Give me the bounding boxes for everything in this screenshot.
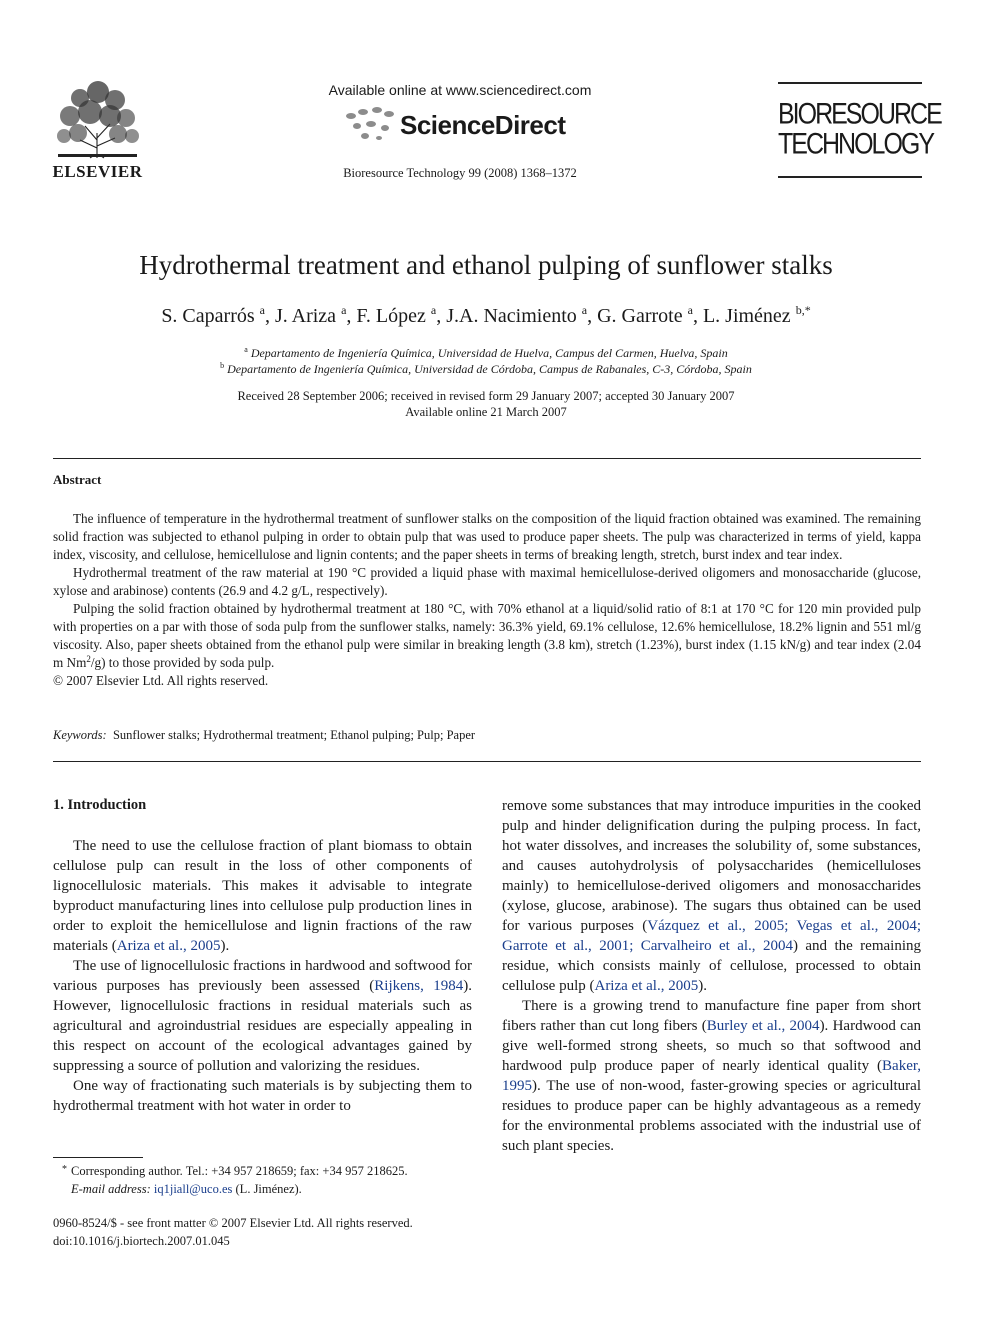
body-text: The use of lignocellulosic fractions in hardwood and softwood for various purposes has previously been assessed ( — [53, 958, 472, 994]
elsevier-wordmark: ELSEVIER — [52, 162, 143, 181]
body-text: ). — [220, 938, 230, 954]
right-column — [502, 796, 921, 1156]
journal-logo-bottom-rule — [778, 176, 922, 178]
journal-reference: Bioresource Technology 99 (2008) 1368–1372 — [343, 166, 577, 180]
author-affil-marker: a — [430, 303, 437, 317]
author-name: G. Garrote — [597, 305, 683, 327]
sciencedirect-wordmark: ScienceDirect — [400, 110, 566, 140]
body-paragraph — [502, 996, 921, 1156]
journal-logo-line2: TECHNOLOGY — [778, 127, 934, 161]
body-text: The need to use the cellulose fraction of plant biomass to obtain cellulose pulp can result in the loss of other components of lignocellulosic materials. This makes it advisable to integrate byproduct manufacturing lines into cellulose pulp production lines in order to exploit the hemicellulose and lignin fractions of the raw materials ( — [53, 838, 472, 954]
copyright-line: © 2007 Elsevier Ltd. All rights reserved. — [53, 673, 269, 688]
abstract-paragraph: Hydrothermal treatment of the raw material at 190 °C provided a liquid phase with maximal hemicellulose-derived oligomers and monosaccharide (glucose, xylose and arabinose) contents (26.9 and 4.2 g/L, respectively). — [53, 565, 921, 598]
author-name: L. Jiménez — [702, 305, 791, 327]
article-title: Hydrothermal treatment and ethanol pulping of sunflower stalks — [139, 250, 833, 280]
body-text: remove some substances that may introduce impurities in the cooked pulp and hinder delignification during the pulping process. In fact, hot water dissolves, and increases the solubility of, some substances, and causes autohydrolysis of polysaccharides (hemicelluloses mainly) to hemicellulose-derived oligomers and monosaccharides (xylose, glucose, arabinose). The sugars thus obtained can be used for various purposes ( — [502, 798, 921, 934]
citation-link[interactable]: Rijkens, 1984 — [374, 978, 464, 994]
footnote-star: * — [62, 1164, 67, 1175]
author-name: F. López — [356, 305, 426, 327]
affiliation-text: Departamento de Ingeniería Química, Universidad de Huelva, Campus del Carmen, Huelva, Spain — [250, 346, 728, 360]
available-online-text: Available online at www.sciencedirect.com — [328, 82, 592, 98]
section-heading: 1. Introduction — [53, 797, 147, 813]
body-text: ) and the remaining residue, which consists mainly of cellulose, processed to obtain cellulose pulp ( — [502, 938, 921, 994]
citation-link[interactable]: Baker, 1995 — [502, 1058, 921, 1094]
author-affil-marker: a — [581, 303, 588, 317]
email-suffix: (L. Jiménez). — [235, 1182, 302, 1196]
footnote-text: Corresponding author. Tel.: +34 957 218659; fax: +34 957 218625. — [71, 1164, 408, 1178]
citation-link[interactable]: Vázquez et al., 2005; Vegas et al., 2004; Garrote et al., 2001; Carvalheiro et al., 2004 — [502, 918, 921, 954]
journal-logo-line1: BIORESOURCE — [778, 97, 941, 131]
keywords-text: Sunflower stalks; Hydrothermal treatment; Ethanol pulping; Pulp; Paper — [112, 728, 476, 742]
keywords-line — [53, 728, 475, 743]
author-name: J.A. Nacimiento — [446, 305, 577, 327]
body-text: ). The use of non-wood, faster-growing species or agricultural residues to produce paper can be highly advantageous as a remedy for the environmental problems associated with the industrial use of such plant species. — [502, 1078, 921, 1154]
body-text: ). However, lignocellulosic fractions in residual materials such as agricultural and agroindustrial residues are especially appealing in this respect on account of the ecological advantages gained by suppressing a source of pollution and valorizing the residues. — [53, 978, 472, 1074]
affiliation-text: Departamento de Ingeniería Química, Universidad de Córdoba, Campus de Rabanales, C-3, Córdoba, Spain — [227, 362, 752, 376]
abstract-text: Pulping the solid fraction obtained by hydrothermal treatment at 180 °C, with 70% ethanol at a liquid/solid ratio of 8:1 at 170 °C for 120 min provided pulp with properties on a par with those of soda pulp from the sunflower stalks, namely: 36.3% yield, 69.1% cellulose, 12.6% hemicellulose, 18.2% lignin and 551 ml/g viscosity. Also, paper sheets obtained from the ethanol pulp were similar in breaking length (3.8 km), stretch (1.23%), burst index (1.15 kN/g) and tear index (2.04 m Nm — [53, 601, 921, 670]
body-paragraph: One way of fractionating such materials is by subjecting them to hydrothermal treatment with hot water in order to — [53, 1078, 472, 1114]
bottom-info — [53, 1214, 413, 1250]
available-online-date: Available online 21 March 2007 — [405, 405, 567, 419]
author-affil-marker: a — [259, 303, 265, 317]
body-text: ). — [698, 978, 707, 994]
sciencedirect-dots-icon — [343, 104, 401, 144]
email-link[interactable]: iq1jiall@uco.es — [153, 1182, 233, 1196]
footnote-rule — [53, 1157, 143, 1158]
body-text: ). Hardwood can give well-formed strong sheets, so much so that softwood and hardwood pulp produce paper of nearly identical quality ( — [502, 1018, 921, 1074]
affiliation-b — [50, 361, 922, 377]
author-affil-marker: a — [687, 303, 693, 317]
email-line — [53, 1180, 473, 1198]
corresponding-author-note — [53, 1161, 473, 1180]
citation-link[interactable]: Ariza et al., 2005 — [116, 938, 221, 954]
left-column — [53, 836, 472, 1116]
body-paragraph — [502, 796, 921, 996]
superscript: 2 — [86, 654, 91, 664]
author-name: J. Ariza — [274, 305, 337, 327]
author-list: S. Caparrós $^a$, J. Ariza $^a$, F. López $^a$, J.A. Nacimiento $^a$, G. Garrote $^a$, L. Jiménez $^{b,*}$ — [161, 303, 811, 327]
author-affil-marker: b,* — [795, 303, 811, 317]
keywords-label: Keywords: — [53, 728, 107, 742]
abstract-text: /g) to those provided by soda pulp. — [90, 655, 275, 670]
author-name: S. Caparrós — [161, 305, 255, 327]
body-paragraph — [53, 836, 472, 956]
author-affil-marker: a — [341, 303, 347, 317]
body-paragraph — [53, 956, 472, 1076]
abstract-paragraph — [53, 600, 921, 672]
footnote — [53, 1161, 473, 1198]
doi-line: doi:10.1016/j.biortech.2007.01.045 — [53, 1234, 230, 1248]
body-text: There is a growing trend to manufacture fine paper from short fibers rather than cut long fibers ( — [502, 998, 921, 1034]
issn-line: 0960-8524/$ - see front matter © 2007 Elsevier Ltd. All rights reserved. — [53, 1216, 413, 1230]
received-dates: Received 28 September 2006; received in revised form 29 January 2007; accepted 30 January 2007 — [237, 389, 735, 403]
abstract-paragraph: The influence of temperature in the hydrothermal treatment of sunflower stalks on the composition of the liquid fraction obtained was examined. The remaining solid fraction was subjected to ethanol pulping in order to obtain pulp that was used to produce paper sheets. The pulp was characterized in terms of yield, kappa index, viscosity, and cellulose, hemicellulose and lignin contents; and the paper sheets in terms of breaking length, stretch, burst index and tear index. — [53, 511, 921, 562]
abstract-body — [53, 510, 921, 690]
citation-link[interactable]: Burley et al., 2004 — [706, 1018, 820, 1034]
citation-link[interactable]: Ariza et al., 2005 — [594, 978, 699, 994]
email-label: E-mail address: — [71, 1182, 151, 1196]
abstract-top-rule — [53, 458, 921, 459]
abstract-bottom-rule — [53, 761, 921, 762]
journal-logo-top-rule — [778, 82, 922, 84]
affiliation-marker: b — [220, 361, 225, 370]
abstract-heading: Abstract — [53, 472, 102, 487]
affiliation-a — [50, 345, 922, 361]
affiliation-marker: a — [244, 345, 248, 354]
